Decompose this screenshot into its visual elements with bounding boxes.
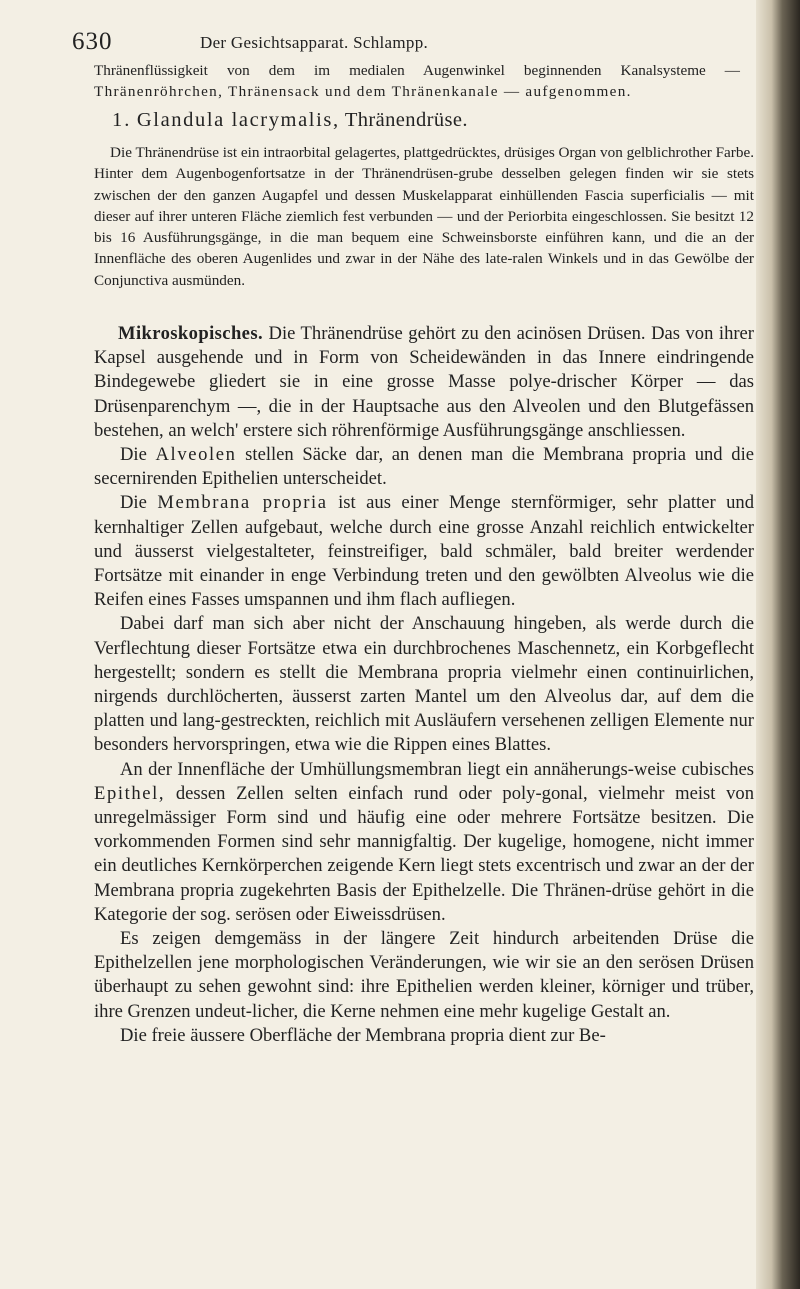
paragraph-1-lead: Mikroskopisches. (118, 323, 264, 344)
paragraph-3-lead: Die (120, 492, 147, 514)
page-binding-edge (756, 0, 800, 1289)
page-header (72, 28, 752, 62)
paragraph-2-spaced: Alveolen (155, 444, 237, 466)
paragraph-5-lead: An der Innenfläche der Umhüllungsmembran liegt ein annäherungs-weise cubisches (120, 758, 754, 780)
main-text (94, 322, 754, 1048)
small-paragraph-text: Die Thränendrüse ist ein intraorbital gelagertes, plattgedrücktes, drüsiges Organ von gelblichrother Farbe. Hinter dem Augenbogenfortsatze in der Thränendrüsen-grube desselben gelegen finden wir sie stets zwischen der den ganzen Augapfel und dessen Muskelapparat einhüllenden Fascia superficialis — mit dieser auf ihrer unteren Fläche ziemlich fest verbunden — und der Periorbita eingeschlossen. Sie besitzt 12 bis 16 Ausführungsgänge, in die man bequem eine Schweinsborste einführen kann, und die an der Innenfläche des oberen Augenlides und zwar in der Nähe des late-ralen Winkels und in das Gewölbe der Conjunctiva ausmünden. (94, 144, 754, 289)
section-title-german: Thränendrüse. (344, 109, 468, 131)
section-number: 1. (112, 109, 132, 131)
paragraph-5-spaced: Epithel, (94, 782, 166, 804)
paragraph-2-lead: Die (120, 444, 147, 466)
section-title-latin: Glandula lacrymalis, (136, 109, 340, 131)
section-heading (112, 109, 732, 132)
paragraph-5-text: dessen Zellen selten einfach rund oder poly-gonal, vielmehr meist von unregelmässiger Form sind und häufig eine oder mehrere Fortsätze besitzen. Die vorkommenden Formen sind sehr mannigfaltig. Der kugelige, homogene, nicht immer ein deutliches Kernkörperchen zeigende Kern liegt stets excentrisch und zwar an der der Membrana propria zugekehrten Basis der Epithelzelle. Die Thränen-drüse gehört in die Kategorie der sog. serösen oder Eiweissdrüsen. (94, 782, 754, 925)
intro-line-2: Thränenröhrchen, Thränensack und dem Thränenkanale — aufgenommen. (94, 83, 632, 101)
paragraph-2 (94, 443, 754, 491)
page-number: 630 (72, 28, 113, 55)
paragraph-2-text: stellen Säcke dar, an denen man die Membrana propria und die secernirenden Epithelien unterscheidet. (94, 444, 754, 490)
paragraph-3-text: ist aus einer Menge sternförmiger, sehr platter und kernhaltiger Zellen aufgebaut, welche durch eine grosse Anzahl reichlich entwickelter und äusserst vielgestalteter, feinstreifiger, bald schmäler, bald breiter werdender Fortsätze mit einander in enge Verbindung treten und den gewölbten Alveolus wie die Reifen eines Fasses umspannen und ihm flach aufliegen. (94, 492, 754, 611)
intro-line-1: Thränenflüssigkeit von dem im medialen Augenwinkel beginnenden Kanalsysteme — (94, 62, 740, 79)
running-title: Der Gesichtsapparat. Schlampp. (200, 33, 429, 52)
small-print-paragraph (94, 142, 754, 291)
paragraph-3 (94, 491, 754, 612)
paragraph-5 (94, 758, 754, 927)
paragraph-1 (94, 322, 754, 443)
paragraph-1-text: Die Thränendrüse gehört zu den acinösen Drüsen. Das von ihrer Kapsel ausgehende und in Form von Scheidewänden in das Innere eindringende Bindegewebe gliedert sie in eine grosse Masse polye-drischer Körper — das Drüsenparenchym —, die in der Hauptsache aus den Alveolen und den Blutgefässen bestehen, an welch' erstere sich röhrenförmige Ausführungsgänge anschliessen. (94, 323, 754, 441)
paragraph-3-spaced: Membrana propria (157, 492, 328, 514)
intro-text (94, 60, 740, 103)
paragraph-7: Die freie äussere Oberfläche der Membrana propria dient zur Be- (120, 1024, 606, 1046)
paragraph-4: Dabei darf man sich aber nicht der Anschauung hingeben, als werde durch die Verflechtung dieser Fortsätze etwa ein durchbrochenes Maschennetz, ein Korbgeflecht hergestellt; sondern es stellt die Membrana propria vielmehr einen continuirlichen, nirgends durchlöcherten, äusserst zarten Mantel um den Alveolus dar, auf dem die platten und lang-gestreckten, reichlich mit Ausläufern versehenen zelligen Elemente nur besonders hervorspringen, etwa wie die Rippen eines Blattes. (94, 613, 754, 756)
paragraph-6: Es zeigen demgemäss in der längere Zeit hindurch arbeitenden Drüse die Epithelzellen jene morphologischen Veränderungen, wie wir sie an den serösen Drüsen überhaupt zu sehen gewohnt sind: ihre Epithelien werden kleiner, körniger und trüber, ihre Grenzen undeut-licher, die Kerne nehmen eine mehr kugelige Gestalt an. (94, 928, 754, 1022)
